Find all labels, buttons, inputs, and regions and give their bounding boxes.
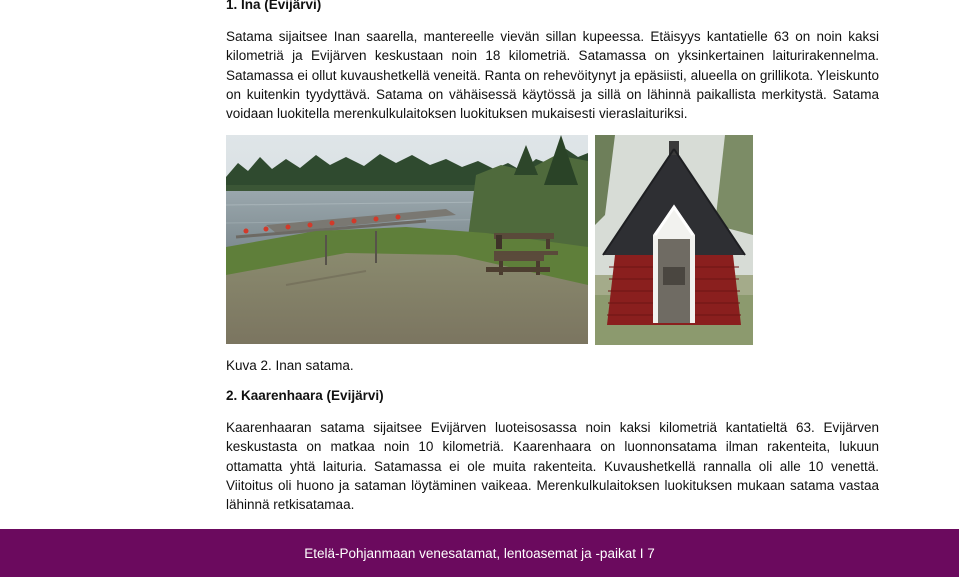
- section-paragraph-ina: Satama sijaitsee Inan saarella, mantereelle vievän sillan kupeessa. Etäisyys kantatielle 63 on noin kaksi kilometriä ja Evijärven keskustaan noin 18 kilometriä. Satamassa on yksinkertainen laiturirakennelma. Satamassa ei ollut kuvaushetkellä veneitä. Ranta on rehevöitynyt ja epäsiisti, alueella on grillikota. Yleiskunto on kuitenkin tyydyttävä. Satama on vähäisessä käytössä ja sillä on lähinnä paikallista merkitystä. Satama voidaan luokitella merenkulkulaitoksen luokituksen mukaisesti vieraslaituriksi.: [226, 29, 879, 122]
- harbor-photo: [226, 135, 588, 344]
- figure-caption: Kuva 2. Inan satama.: [226, 358, 354, 373]
- section-heading-ina: 1. Ina (Evijärvi): [226, 0, 322, 12]
- page-footer: [0, 529, 959, 577]
- section-heading-kaarenhaara: 2. Kaarenhaara (Evijärvi): [226, 388, 384, 403]
- grill-hut-photo: [595, 135, 753, 345]
- section-paragraph-kaarenhaara: Kaarenhaaran satama sijaitsee Evijärven luoteisosassa noin kaksi kilometriä kantatieltä 63. Evijärven keskustasta on matkaa noin 10 kilometriä. Kaarenhaara on luonnonsatama ilman rakenteita, lukuun ottamatta yhtä laituria. Satamassa ei ole muita rakenteita. Kuvaushetkellä rannalla oli alle 10 venettä. Viitoitus oli huono ja sataman löytäminen vaikeaa. Merenkulkulaitoksen luokituksen mukaan satama vastaa lähinnä retkisatamaa.: [226, 420, 879, 513]
- footer-text: Etelä-Pohjanmaan venesatamat, lentoasemat ja -paikat I 7: [304, 545, 655, 561]
